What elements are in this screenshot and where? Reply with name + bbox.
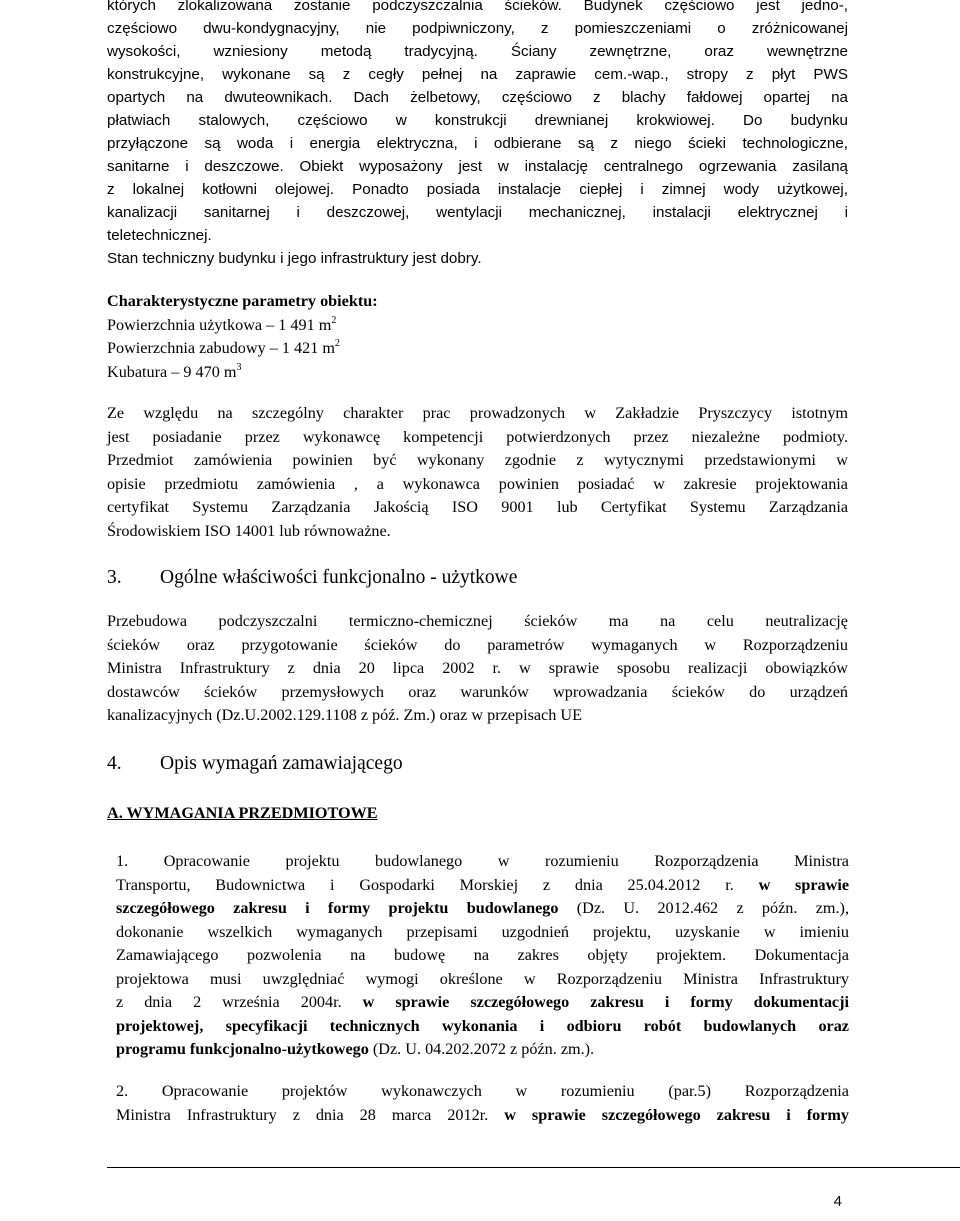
built-area: Powierzchnia zabudowy – 1 421 $m^2$ <box>107 338 340 357</box>
item-2-line: 2. Opracowanie projektów wykonawczych w rozumieniu (par.5) Rozporządzenia <box>116 1082 849 1100</box>
intro-line: z lokalnej kotłowni olejowej. Ponadto posiada instalacje ciepłej i zimnej wody użytkowej, <box>107 181 848 198</box>
item-1-line: 1. Opracowanie projektu budowlanego w rozumieniu Rozporządzenia Ministra <box>116 852 849 870</box>
item-1-line: dokonanie wszelkich wymaganych przepisami uzgodnień projektu, uzyskanie w imieniu <box>116 922 849 941</box>
intro-paragraph <box>107 0 848 270</box>
competence-line: certyfikat Systemu Zarządzania Jakością ISO 9001 lub Certyfikat Systemu Zarządzania <box>107 498 848 516</box>
section-title: Ogólne właściwości funkcjonalno - użytkowe <box>160 567 518 588</box>
section-3-line: dostawców ścieków przemysłowych oraz warunków wprowadzania ścieków do urządzeń <box>107 682 848 701</box>
competence-line: jest posiadanie przez wykonawcę kompetencji potwierdzonych przez niezależne podmioty. <box>107 427 848 446</box>
section-number: 3. <box>107 567 122 588</box>
section-3-paragraph <box>107 610 848 728</box>
item-1-line: projektowej, specyfikacji technicznych wykonania i odbioru robót budowlanych oraz <box>116 1016 849 1035</box>
parameters-title: Charakterystyczne parametry obiektu: <box>107 292 378 310</box>
section-4-heading <box>107 752 403 776</box>
intro-line: wysokości, wzniesiony metodą tradycyjną. Ściany zewnętrzne, oraz wewnętrzne <box>107 43 848 60</box>
item-2 <box>116 1080 849 1127</box>
item-1-line: programu funkcjonalno-użytkowego (Dz. U. 04.202.2072 z późn. zm.). <box>116 1040 595 1058</box>
parameters-block <box>107 290 847 384</box>
competence-line: Przedmiot zamówienia powinien być wykonany zgodnie z wytycznymi przedstawionymi w <box>107 451 848 469</box>
intro-line: opartych na dwuteownikach. Dach żelbetowy, częściowo z blachy fałdowej opartej na <box>107 89 848 106</box>
usable-area: Powierzchnia użytkowa – 1 491 $m^2$ <box>107 314 337 334</box>
item-1-line: szczegółowego zakresu i formy projektu budowlanego (Dz. U. 2012.462 z późn. zm.), <box>116 899 849 917</box>
intro-line: sanitarne i deszczowe. Obiekt wyposażony jest w instalację centralnego ogrzewania zasilaną <box>107 158 848 175</box>
page-number: 4 <box>833 1193 842 1210</box>
intro-line: teletechnicznej. <box>107 227 212 244</box>
intro-line: częściowo dwu-kondygnacyjny, nie podpiwniczony, z pomieszczeniami o zróżnicowanej <box>107 20 848 37</box>
section-3-line: ścieków oraz przygotowanie ścieków do parametrów wymaganych w Rozporządzeniu <box>107 635 848 654</box>
item-1-line: projektowa musi uwzględniać wymogi określone w Rozporządzeniu Ministra Infrastruktury <box>116 969 849 988</box>
section-3-heading <box>107 566 517 590</box>
volume: Kubatura – 9 470 $m^3$ <box>107 361 242 381</box>
competence-paragraph <box>107 402 848 543</box>
subsection-a-heading: A. WYMAGANIA PRZEDMIOTOWE <box>107 804 378 822</box>
section-3-line: Przebudowa podczyszczalni termiczno-chemicznej ścieków ma na celu neutralizację <box>107 612 848 630</box>
intro-line: płatwiach stalowych, częściowo w konstrukcji drewnianej krokwiowej. Do budynku <box>107 112 848 129</box>
intro-line: przyłączone są woda i energia elektryczna, i odbierane są z niego ścieki technologiczne, <box>107 135 848 152</box>
item-1-line: Zamawiającego pozwolenia na budowę na zakres objęty projektem. Dokumentacja <box>116 946 849 964</box>
section-title: Opis wymagań zamawiającego <box>160 753 403 774</box>
intro-line: kanalizacji sanitarnej i deszczowej, wentylacji mechanicznej, instalacji elektrycznej i <box>107 204 848 221</box>
competence-line: Ze względu na szczególny charakter prac prowadzonych w Zakładzie Pryszczycy istotnym <box>107 404 848 422</box>
intro-line: konstrukcyjne, wykonane są z cegły pełnej na zaprawie cem.-wap., stropy z płyt PWS <box>107 66 848 83</box>
competence-line: Środowiskiem ISO 14001 lub równoważne. <box>107 521 391 540</box>
section-3-line: Ministra Infrastruktury z dnia 20 lipca 2002 r. w sprawie sposobu realizacji obowiązków <box>107 659 848 677</box>
section-number: 4. <box>107 753 122 774</box>
section-3-line: kanalizacyjnych (Dz.U.2002.129.1108 z póź. Zm.) oraz w przepisach UE <box>107 706 582 724</box>
item-1 <box>116 850 849 1062</box>
item-2-line: Ministra Infrastruktury z dnia 28 marca 2012r. w sprawie szczegółowego zakresu i formy <box>116 1105 849 1124</box>
intro-status: Stan techniczny budynku i jego infrastruktury jest dobry. <box>107 250 482 267</box>
item-1-line: Transportu, Budownictwa i Gospodarki Morskiej z dnia 25.04.2012 r. w sprawie <box>116 875 850 894</box>
footer-rule <box>107 1167 960 1168</box>
item-1-line: z dnia 2 września 2004r. w sprawie szczegółowego zakresu i formy dokumentacji <box>116 993 850 1011</box>
competence-line: opisie przedmiotu zamówienia , a wykonawca powinien posiadać w zakresie projektowania <box>107 474 848 493</box>
intro-line: których zlokalizowana zostanie podczyszczalnia ścieków. Budynek częściowo jest jedno-, <box>107 0 848 14</box>
